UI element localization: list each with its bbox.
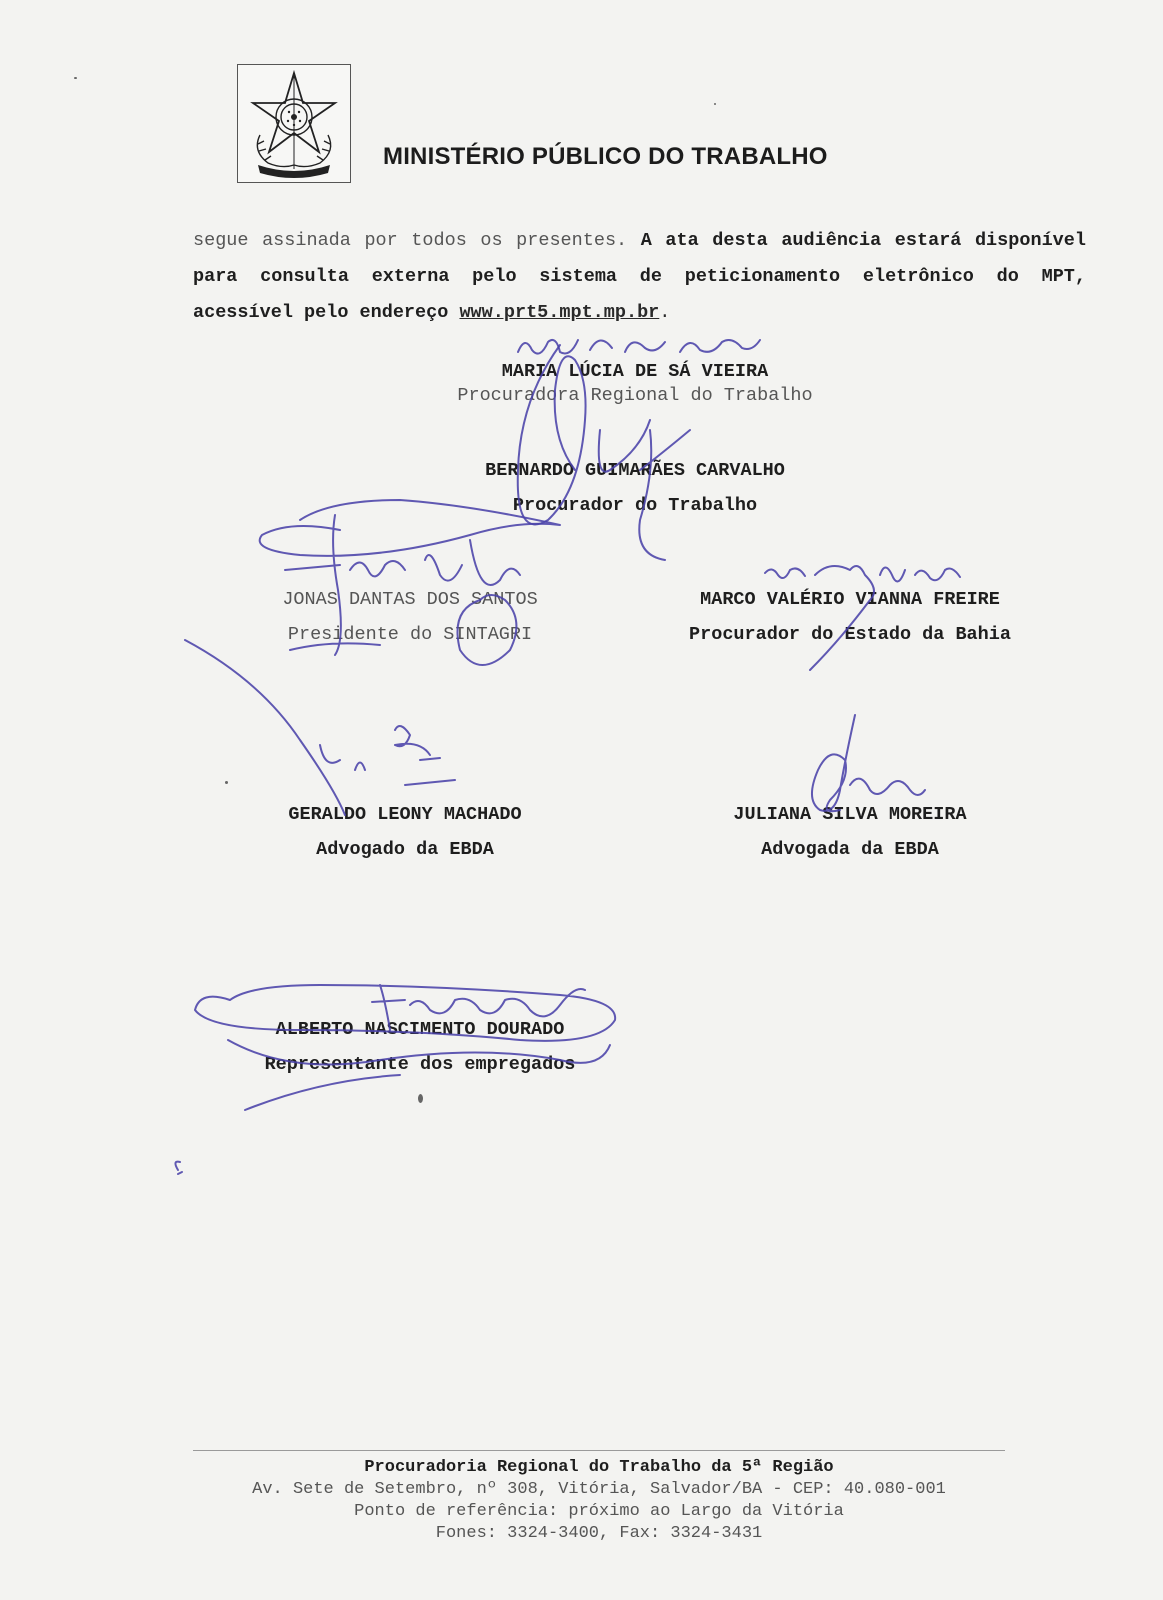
body-url-link[interactable]: www.prt5.mpt.mp.br bbox=[459, 302, 660, 323]
signatory-name: JULIANA SILVA MOREIRA bbox=[733, 804, 967, 825]
body-trailing: . bbox=[659, 302, 671, 323]
signatory-name: BERNARDO GUIMARÃES CARVALHO bbox=[485, 460, 785, 481]
signatory-role: Procuradora Regional do Trabalho bbox=[457, 385, 813, 406]
signatory-name: MARIA LÚCIA DE SÁ VIEIRA bbox=[501, 361, 769, 382]
signatory-role: Advogado da EBDA bbox=[316, 839, 494, 860]
signatory-name: ALBERTO NASCIMENTO DOURADO bbox=[275, 1019, 565, 1040]
paper-speck bbox=[74, 77, 77, 79]
footer-address: Av. Sete de Setembro, nº 308, Vitória, Salvador/BA - CEP: 40.080-001 bbox=[252, 1480, 946, 1499]
body-statement: A ata desta audiência estará disponível para consulta externa pelo sistema de peticionamento eletrônico do MPT, acessível pelo endereço bbox=[193, 230, 1086, 323]
signature-stroke-maria bbox=[518, 340, 760, 354]
signatory-role: Procurador do Trabalho bbox=[512, 495, 758, 516]
signature-block-bernardo bbox=[430, 459, 840, 518]
signatory-name: GERALDO LEONY MACHADO bbox=[288, 804, 522, 825]
signatory-name: MARCO VALÉRIO VIANNA FREIRE bbox=[700, 589, 1000, 610]
footer-office-name: Procuradoria Regional do Trabalho da 5ª Região bbox=[364, 1458, 834, 1477]
paper-speck bbox=[225, 781, 228, 784]
signatory-role: Procurador do Estado da Bahia bbox=[689, 624, 1011, 645]
signature-stroke-juliana bbox=[812, 715, 925, 811]
body-lead-text: segue assinada por todos os presentes. bbox=[193, 230, 628, 251]
signature-block-jonas bbox=[240, 588, 580, 647]
paper-speck bbox=[418, 1094, 423, 1103]
footer-divider bbox=[193, 1450, 1005, 1451]
organization-title: MINISTÉRIO PÚBLICO DO TRABALHO bbox=[383, 143, 828, 170]
signatory-role: Presidente do SINTAGRI bbox=[287, 624, 533, 645]
signatory-role: Advogada da EBDA bbox=[761, 839, 939, 860]
signature-block-maria bbox=[430, 360, 840, 408]
footer-phones: Fones: 3324-3400, Fax: 3324-3431 bbox=[435, 1524, 763, 1543]
stray-mark bbox=[175, 1162, 182, 1174]
signature-block-alberto bbox=[230, 1018, 610, 1077]
signature-stroke-geraldo bbox=[185, 640, 455, 815]
signatory-name: JONAS DANTAS DOS SANTOS bbox=[282, 589, 538, 610]
signature-block-geraldo bbox=[250, 803, 560, 862]
paper-speck bbox=[714, 103, 716, 105]
body-paragraph bbox=[193, 223, 1086, 331]
emblem-box bbox=[237, 64, 351, 183]
footer bbox=[193, 1457, 1005, 1545]
footer-reference: Ponto de referência: próximo ao Largo da Vitória bbox=[354, 1502, 844, 1521]
signature-block-juliana bbox=[690, 803, 1010, 862]
brazil-coat-of-arms-icon bbox=[238, 65, 350, 182]
signature-block-marco bbox=[660, 588, 1040, 647]
signatory-role: Representante dos empregados bbox=[264, 1054, 576, 1075]
